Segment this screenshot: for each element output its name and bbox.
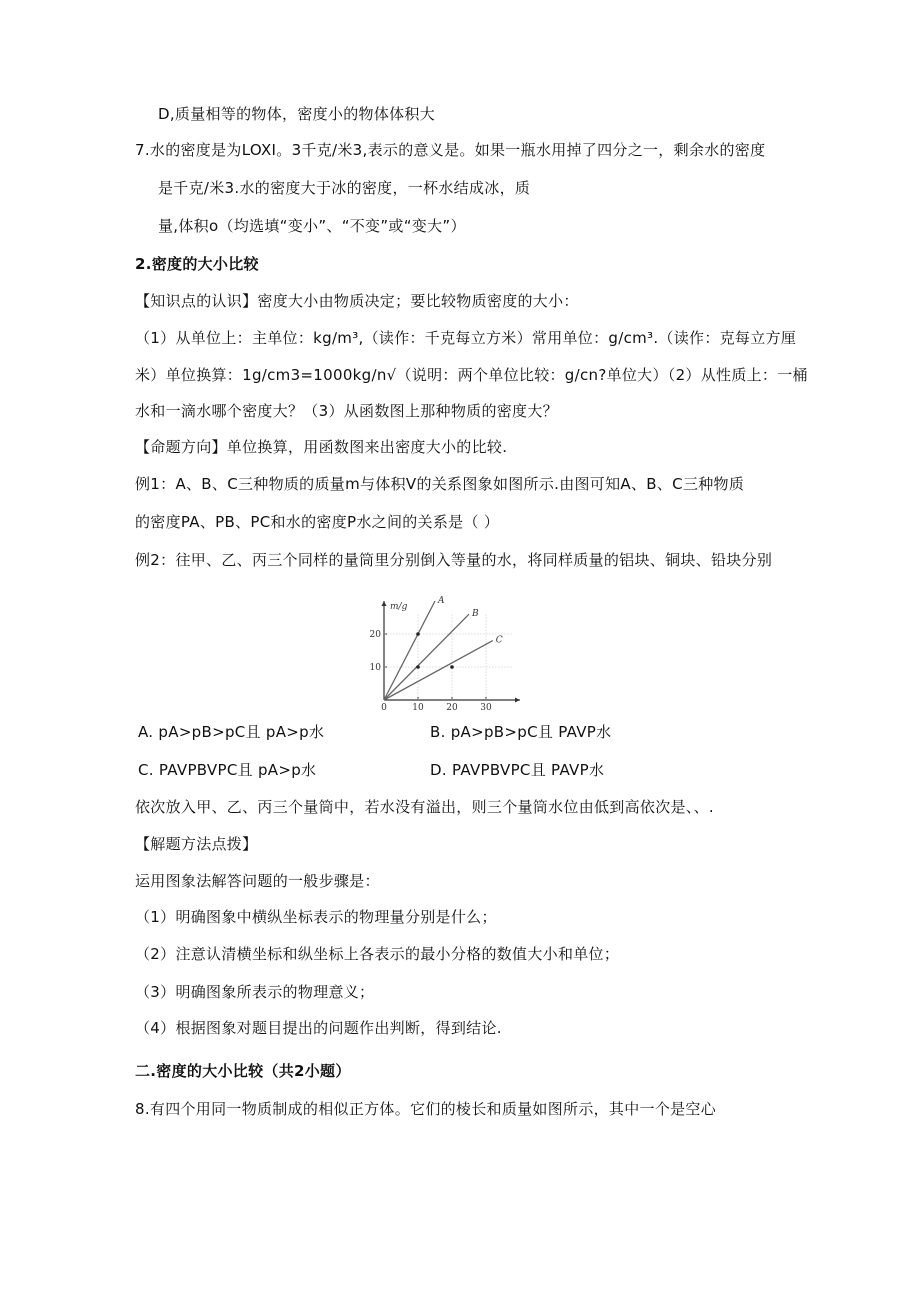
y-axis-label: m/g [390,602,408,612]
option-c: C. PAVPBVPC且 pA>p水 [138,761,317,779]
data-point-a [416,632,420,636]
x-tick-label: 0 [381,703,387,713]
data-point-c [450,665,454,669]
question-8: 8.有四个用同一物质制成的相似正方体。它们的棱长和质量如图所示，其中一个是空心 [135,1100,717,1118]
text-line: 是千克/米3.水的密度大于冰的密度，一杯水结成冰，质 [158,179,531,197]
mass-volume-chart [366,586,546,716]
text-line: 米）单位换算：1g/cm3=1000kg∕n√（说明：两个单位比较：g/cn?单位大）（2）从性质上：一桶 [135,366,808,384]
text-line: 量,体积o（均选填“变小”、“不变”或“变大”） [158,217,466,235]
text-line: 【知识点的认识】密度大小由物质决定；要比较物质密度的大小： [135,292,579,310]
text-line: 依次放入甲、乙、丙三个量筒中，若水没有溢出，则三个量筒水位由低到高依次是、、. [135,798,714,816]
option-d: D. PAVPBVPC且 PAVP水 [430,761,605,779]
y-tick-label: 10 [369,663,381,673]
y-tick-label: 20 [369,630,381,640]
series-label-c: C [495,635,503,646]
text-line: （1）从单位上：主单位：kg∕m³,（读作：千克每立方米）常用单位：g∕cm³.（读作：克每立方厘 [135,329,797,347]
example-1: 例1：A、B、C三种物质的质量m与体积V的关系图象如图所示.由图可知A、B、C三种物质 [135,475,745,493]
text-line: （3）明确图象所表示的物理意义； [135,983,375,1001]
text-line: 运用图象法解答问题的一般步骤是： [135,872,380,890]
text-line: 的密度PA、PB、PC和水的密度P水之间的关系是（ ） [135,513,500,531]
series-line-b [384,614,469,700]
example-2: 例2：往甲、乙、丙三个同样的量筒里分别倒入等量的水，将同样质量的铝块、铜块、铅块分别 [135,551,773,569]
option-b: B. pA>pB>pC且 PAVP水 [430,723,612,741]
series-line-a [384,601,435,700]
x-tick-label: 10 [412,703,424,713]
series-label-a: A [438,596,445,606]
x-tick-label: 30 [480,703,492,713]
option-a: A. pA>pB>pC且 pA>p水 [138,723,325,741]
text-line: （2）注意认清横坐标和纵坐标上各表示的最小分格的数值大小和单位； [135,945,620,963]
text-line: D,质量相等的物体，密度小的物体体积大 [158,105,436,123]
section-heading: 二.密度的大小比较（共2小题） [135,1062,351,1080]
series-line-c [384,641,493,700]
text-line: 【解题方法点拨】 [135,835,258,853]
text-line: （4）根据图象对题目提出的问题作出判断，得到结论. [135,1019,502,1037]
text-line: 水和一滴水哪个密度大？（3）从函数图上那种物质的密度大？ [135,402,558,420]
data-point-b [416,665,420,669]
x-axis-arrow [515,698,520,703]
x-tick-label: 20 [446,703,458,713]
y-axis-arrow [382,601,387,606]
text-line: （1）明确图象中横纵坐标表示的物理量分别是什么； [135,908,497,926]
question-7: 7.水的密度是为LOXI。3千克/米3,表示的意义是。如果一瓶水用掉了四分之一，剩余水的密度 [135,141,766,159]
section-heading: 2.密度的大小比较 [135,255,259,273]
series-label-b: B [472,609,479,620]
text-line: 【命题方向】单位换算，用函数图来出密度大小的比较. [135,438,508,456]
